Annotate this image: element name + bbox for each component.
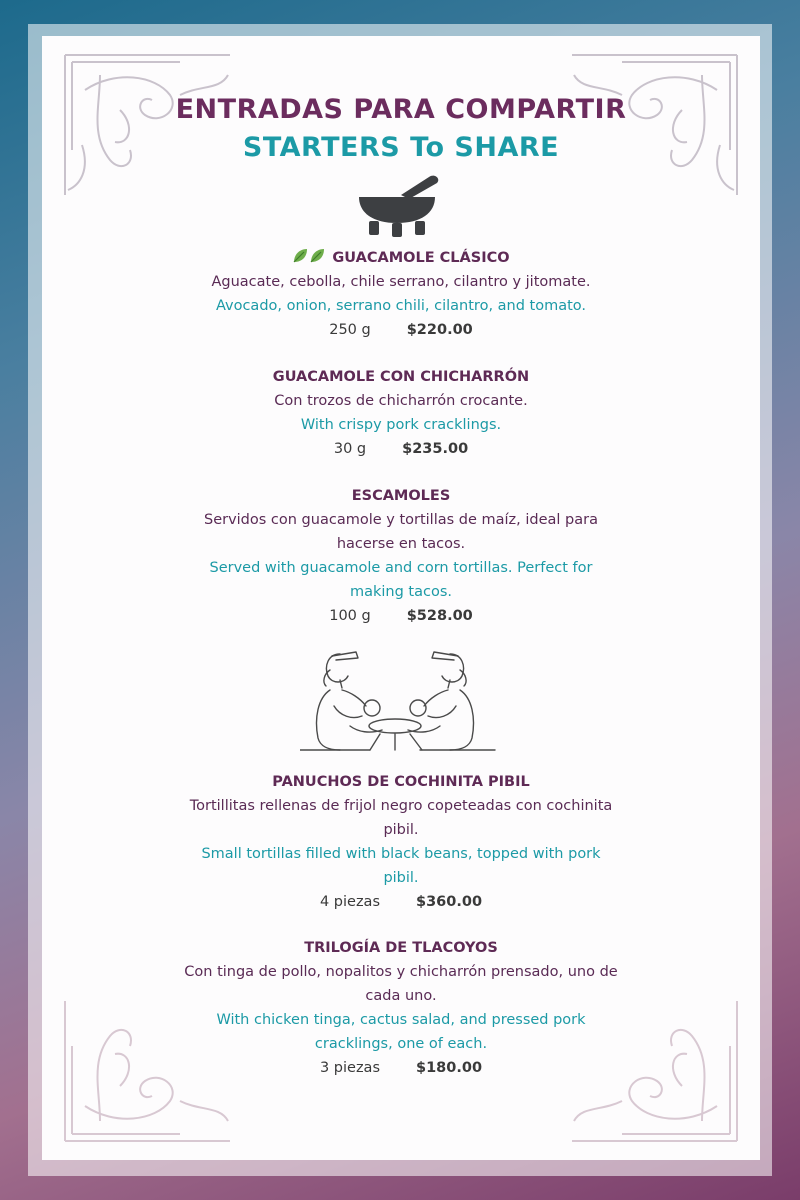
menu-page	[42, 36, 760, 1160]
item-name: GUACAMOLE CON CHICHARRÓN	[272, 369, 530, 385]
item-description-en: Small tortillas filled with black beans, topped with pork	[201, 846, 601, 862]
menu-item	[42, 770, 760, 914]
item-name: TRILOGÍA DE TLACOYOS	[304, 940, 498, 956]
item-name: GUACAMOLE CLÁSICO	[332, 250, 510, 266]
item-description-es: Con trozos de chicharrón crocante.	[274, 393, 528, 409]
item-description-es: hacerse en tacos.	[336, 536, 466, 552]
item-description-es: Tortillitas rellenas de frijol negro copeteadas con cochinita	[189, 798, 613, 814]
item-price: $528.00	[406, 608, 473, 624]
corner-ornament-icon	[567, 50, 742, 200]
page-title-spanish: ENTRADAS PARA COMPARTIR	[175, 94, 627, 125]
item-description-es: pibil.	[383, 822, 419, 838]
item-price: $220.00	[406, 322, 473, 338]
leaf-icon	[292, 248, 328, 264]
item-description-es: Servidos con guacamole y tortillas de maíz, ideal para	[203, 512, 598, 528]
item-description-en: pibil.	[383, 870, 419, 886]
menu-item	[42, 936, 760, 1080]
item-quantity: 30 g	[333, 441, 367, 457]
menu-item	[42, 246, 760, 342]
item-description-en: Avocado, onion, serrano chili, cilantro, and tomato.	[215, 298, 587, 314]
item-description-es: cada uno.	[365, 988, 437, 1004]
item-price: $235.00	[402, 441, 469, 457]
item-description-en: Served with guacamole and corn tortillas. Perfect for	[209, 560, 593, 576]
item-description-en: With chicken tinga, cactus salad, and pressed pork	[216, 1012, 586, 1028]
item-description-en: cracklings, one of each.	[314, 1036, 488, 1052]
menu-item	[42, 365, 760, 461]
page-title-english: STARTERS To SHARE	[242, 132, 560, 163]
item-name: PANUCHOS DE COCHINITA PIBIL	[272, 774, 530, 790]
item-description-en: With crispy pork cracklings.	[300, 417, 502, 433]
item-price: $180.00	[416, 1060, 483, 1076]
item-description-en: making tacos.	[349, 584, 453, 600]
item-description-es: Aguacate, cebolla, chile serrano, cilantro y jitomate.	[211, 274, 591, 290]
kneeling-women-illustration	[300, 646, 510, 756]
menu-item	[42, 484, 760, 628]
item-quantity: 250 g	[329, 322, 371, 338]
corner-ornament-icon	[60, 50, 235, 200]
item-name: ESCAMOLES	[351, 488, 451, 504]
item-description-es: Con tinga de pollo, nopalitos y chicharrón prensado, uno de	[184, 964, 618, 980]
item-quantity: 100 g	[329, 608, 371, 624]
item-quantity: 4 piezas	[319, 894, 380, 910]
item-quantity: 3 piezas	[319, 1060, 380, 1076]
item-price: $360.00	[416, 894, 483, 910]
molcajete-icon	[355, 173, 447, 239]
